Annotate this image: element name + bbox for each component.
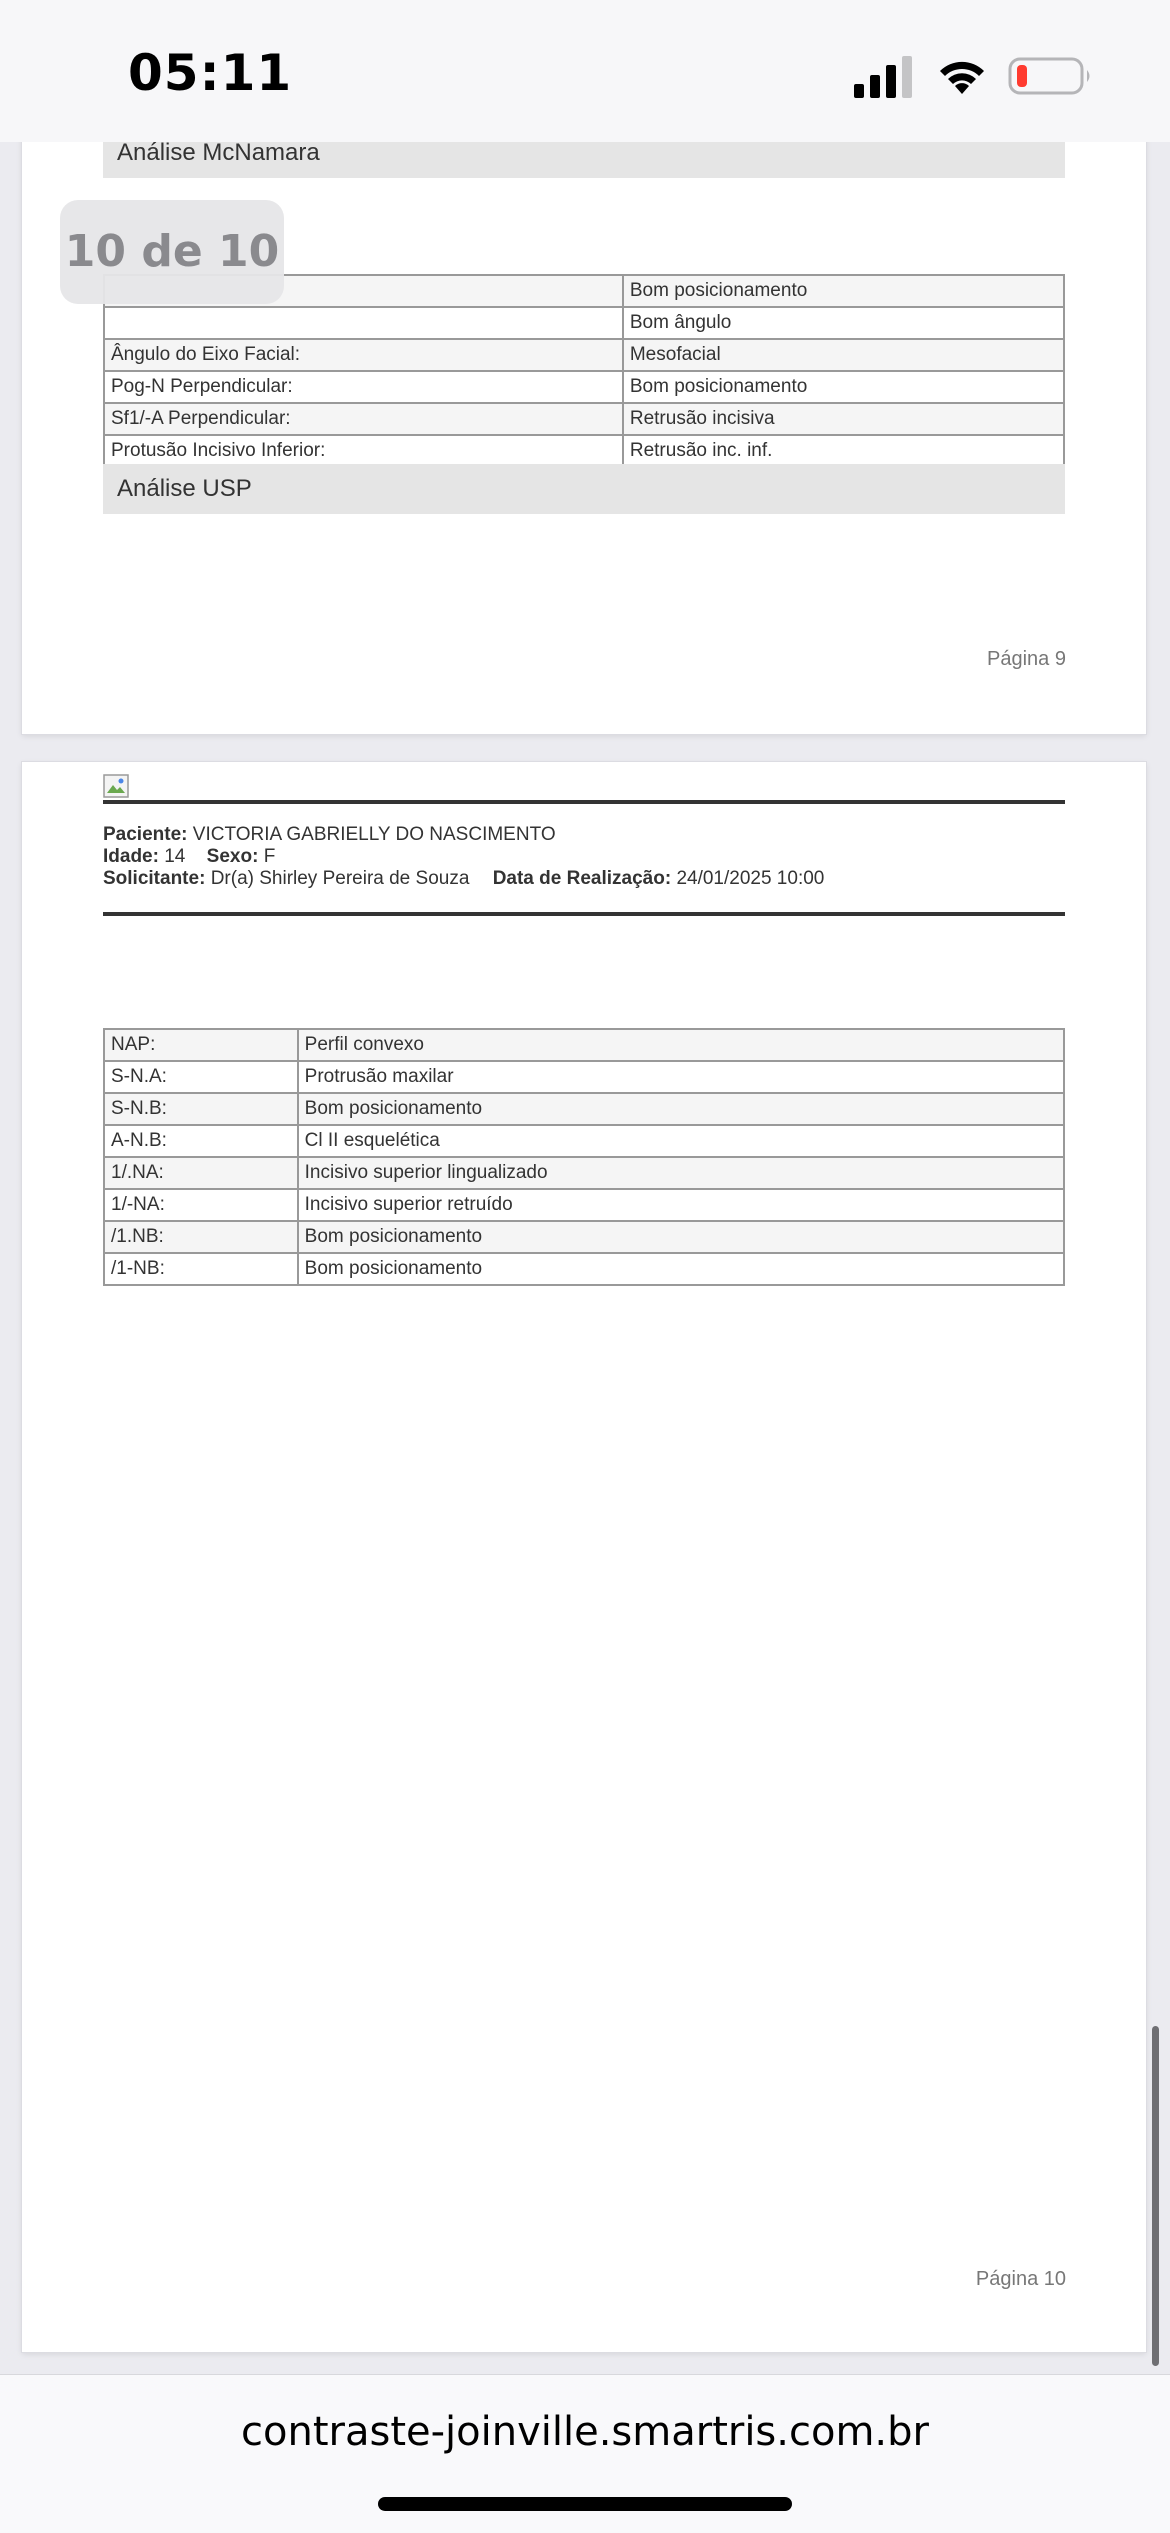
cephalometric-table: [103, 1028, 1065, 1286]
vertical-scrollbar[interactable]: [1152, 2026, 1159, 2366]
page-number: Página 10: [975, 2268, 1066, 2290]
row-value: Bom posicionamento: [298, 1221, 1064, 1253]
wifi-icon: [936, 56, 988, 96]
row-label: Protusão Incisivo Inferior:: [104, 435, 623, 467]
header-rule-bottom: [103, 912, 1065, 916]
patient-value: VICTORIA GABRIELLY DO NASCIMENTO: [192, 824, 556, 845]
page-indicator-badge: 10 de 10: [60, 200, 284, 304]
section-title-usp: Análise USP: [103, 464, 1065, 514]
row-label: Sf1/-A Perpendicular:: [104, 403, 623, 435]
row-value: Bom posicionamento: [298, 1253, 1064, 1285]
table-row: [104, 1093, 1064, 1125]
age-label: Idade:: [103, 846, 159, 867]
row-label: /1-NB:: [104, 1253, 298, 1285]
table-row: [104, 1189, 1064, 1221]
patient-line: [103, 824, 556, 846]
table-row: [104, 1125, 1064, 1157]
row-label: Ângulo do Eixo Facial:: [104, 339, 623, 371]
home-indicator[interactable]: [378, 2497, 792, 2511]
date-label: Data de Realização:: [492, 868, 672, 889]
row-label: 1/.NA:: [104, 1157, 298, 1189]
requester-line: [103, 868, 824, 890]
requester-value: Dr(a) Shirley Pereira de Souza: [210, 868, 470, 889]
row-label: NAP:: [104, 1029, 298, 1061]
cellular-signal-icon: [854, 56, 916, 98]
row-value: Bom posicionamento: [298, 1093, 1064, 1125]
row-value: Bom ângulo: [623, 307, 1064, 339]
sex-label: Sexo:: [206, 846, 259, 867]
table-row: [104, 1029, 1064, 1061]
pdf-viewer[interactable]: [0, 142, 1170, 2374]
row-label: A-N.B:: [104, 1125, 298, 1157]
requester-label: Solicitante:: [103, 868, 206, 889]
age-sex-line: [103, 846, 275, 868]
row-value: Bom posicionamento: [623, 371, 1064, 403]
table-row: [104, 1221, 1064, 1253]
row-label: 1/-NA:: [104, 1189, 298, 1221]
address-bar[interactable]: contraste-joinville.smartris.com.br: [241, 2409, 929, 2455]
table-row: [104, 1253, 1064, 1285]
table-row: [104, 307, 1064, 339]
status-time: 05:11: [128, 44, 293, 102]
row-value: Incisivo superior lingualizado: [298, 1157, 1064, 1189]
table-row: [104, 403, 1064, 435]
row-value: Cl II esquelética: [298, 1125, 1064, 1157]
row-value: Retrusão incisiva: [623, 403, 1064, 435]
row-value: Perfil convexo: [298, 1029, 1064, 1061]
row-value: Incisivo superior retruído: [298, 1189, 1064, 1221]
pdf-page-10: [22, 762, 1146, 2352]
table-row: [104, 339, 1064, 371]
age-value: 14: [164, 846, 186, 867]
table-row: [104, 1061, 1064, 1093]
page-number: Página 9: [987, 648, 1066, 670]
table-row: [104, 371, 1064, 403]
header-rule-top: [103, 800, 1065, 804]
table-row: [104, 435, 1064, 467]
date-value: 24/01/2025 10:00: [676, 868, 825, 889]
row-label: [104, 307, 623, 339]
row-value: Bom posicionamento: [623, 275, 1064, 307]
browser-bottom-bar: [0, 2374, 1170, 2533]
row-value: Retrusão inc. inf.: [623, 435, 1064, 467]
sex-value: F: [263, 846, 276, 867]
row-label: Pog-N Perpendicular:: [104, 371, 623, 403]
broken-image-icon: [103, 774, 129, 798]
row-value: Protrusão maxilar: [298, 1061, 1064, 1093]
row-label: /1.NB:: [104, 1221, 298, 1253]
row-value: Mesofacial: [623, 339, 1064, 371]
patient-label: Paciente:: [103, 824, 188, 845]
table-row: [104, 1157, 1064, 1189]
status-bar: [0, 0, 1170, 142]
section-title-mcnamara: Análise McNamara: [103, 142, 1065, 178]
row-label: S-N.B:: [104, 1093, 298, 1125]
row-label: S-N.A:: [104, 1061, 298, 1093]
battery-low-icon: [1008, 56, 1094, 96]
